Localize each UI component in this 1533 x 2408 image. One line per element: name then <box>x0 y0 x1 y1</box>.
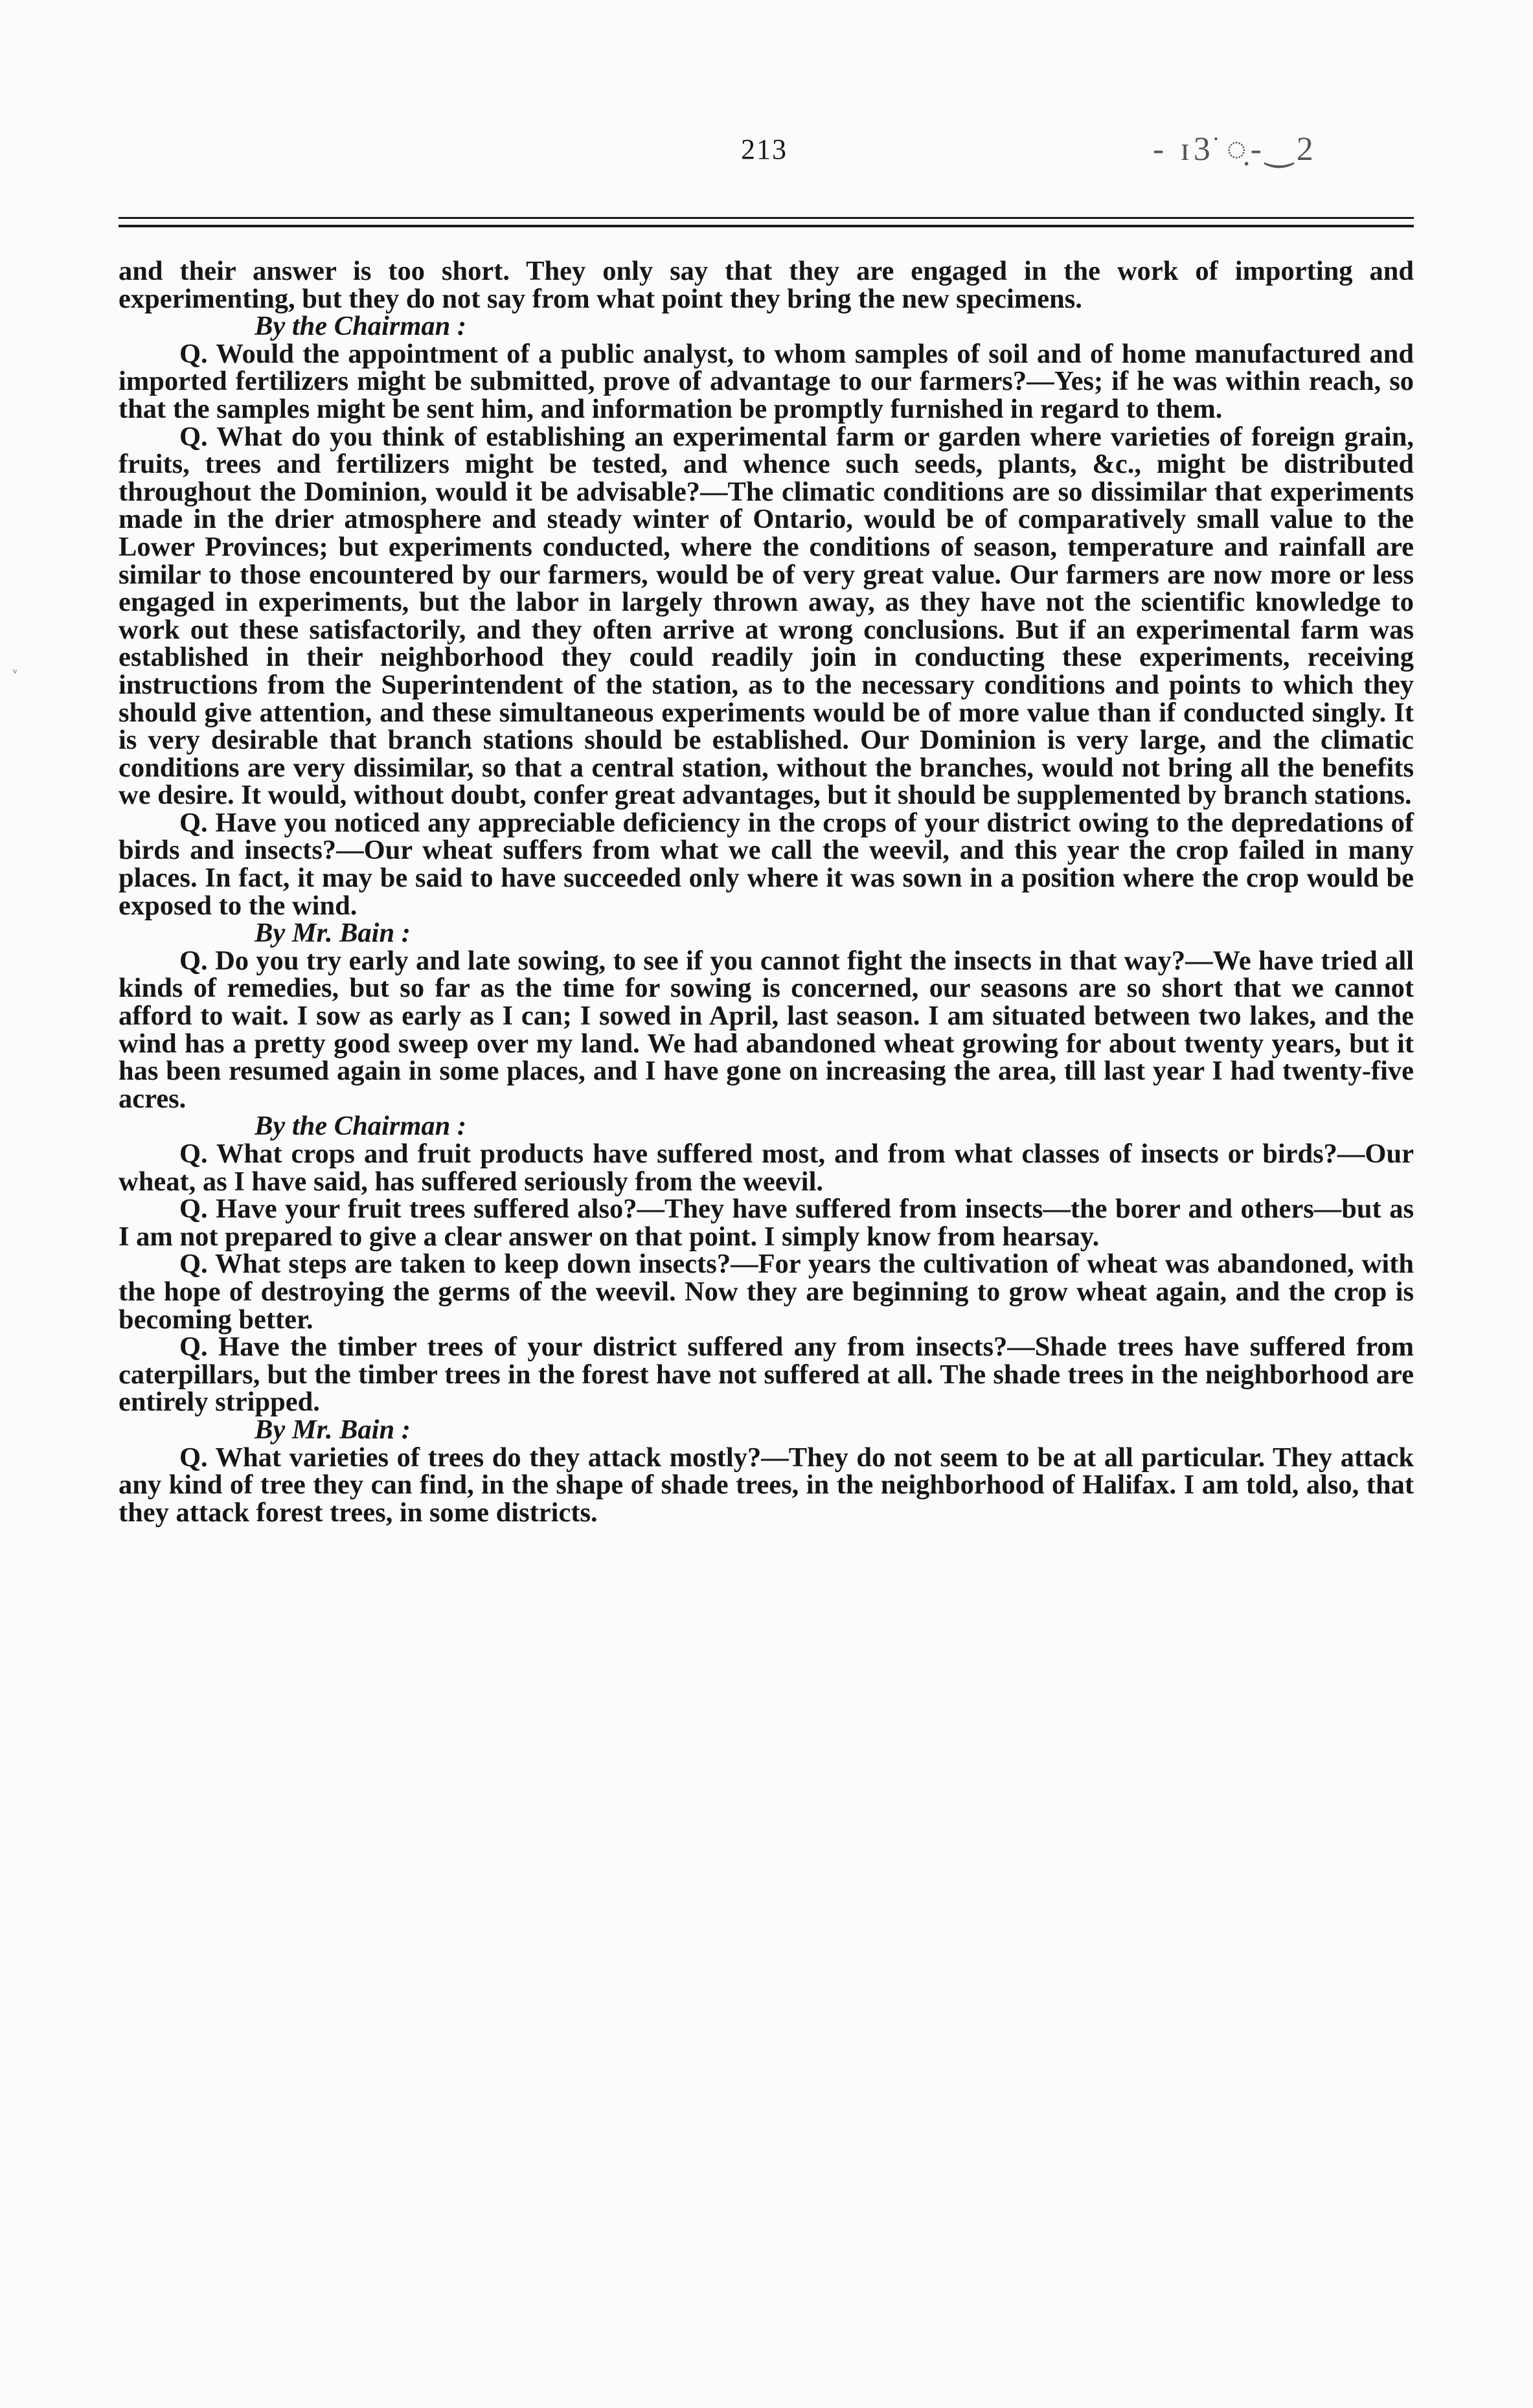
question-paragraph <box>119 338 1414 424</box>
question-text: Have the timber trees of your district suffered any from insects?—Shade trees have suffered from caterpillars, but the timber trees in the forest have not suffered at all. The shade trees in the neighborhood are entirely stripped. <box>119 1332 1414 1418</box>
question-paragraph <box>119 945 1414 1114</box>
body-text <box>119 258 1414 1527</box>
question-paragraph <box>119 1196 1414 1251</box>
question-text: Have your fruit trees suffered also?—They have suffered from insects—the borer and others—but as I am not prepared to give a clear answer on that point. I simply know from hearsay. <box>119 1194 1414 1252</box>
question-marker: Q. <box>179 338 208 369</box>
paragraph-continuation: and their answer is too short. They only say that they are engaged in the work of importing and experimenting, but they do not say from what point they bring the new specimens. <box>119 256 1414 314</box>
handwritten-margin-note: - ɪ3͘ ◌̣-‿2 <box>1153 131 1317 168</box>
question-paragraph <box>119 1334 1414 1416</box>
question-marker: Q. <box>179 1332 208 1363</box>
speaker-heading-mr-bain: By Mr. Bain : <box>255 1414 411 1445</box>
margin-mark: ᵥ <box>13 659 17 676</box>
speaker-heading-chairman: By the Chairman : <box>255 1111 467 1142</box>
question-marker: Q. <box>179 807 208 838</box>
question-paragraph <box>119 1444 1414 1527</box>
header-rule-top <box>119 217 1414 219</box>
question-marker: Q. <box>179 945 208 976</box>
header-rule-bottom <box>119 225 1414 227</box>
question-text: Have you noticed any appreciable deficiency in the crops of your district owing to the depredations of birds and insects?—Our wheat suffers from what we call the weevil, and this year the crop failed in many places. In fact, it may be said to have succeeded only where it was sown in a position where the crop would be exposed to the wind. <box>119 807 1414 921</box>
question-text: What varieties of trees do they attack mostly?—They do not seem to be at all particular. They attack any kind of tree they can find, in the shape of shade trees, in the neighborhood of Halifax. I am told, also, that they attack forest trees, in some districts. <box>119 1442 1414 1528</box>
question-marker: Q. <box>179 1249 208 1280</box>
question-paragraph <box>119 1141 1414 1196</box>
question-paragraph <box>119 421 1414 811</box>
question-text: Do you try early and late sowing, to see if you cannot fight the insects in that way?—We have tried all kinds of remedies, but so far as the time for sowing is concerned, our seasons are so short that we cannot afford to wait. I sow as early as I can; I sowed in April, last season. I am situated between two lakes, and the wind has a pretty good sweep over my land. We had abandoned wheat growing for about twenty years, but it has been resumed again in some places, and I have gone on increasing the area, till last year I had twenty-five acres. <box>119 945 1414 1114</box>
question-text: What do you think of establishing an experimental farm or garden where varieties of foreign grain, fruits, trees and fertilizers might be tested, and whence such seeds, plants, &c., might be distributed throughout the Dominion, would it be advisable?—The climatic conditions are so dissimilar that experiments made in the drier atmosphere and steady winter of Ontario, would be of comparatively small value to the Lower Provinces; but experiments conducted, where the conditions of season, temperature and rainfall are similar to those encountered by our farmers, would be of very great value. Our farmers are now more or less engaged in experiments, but the labor in largely thrown away, as they have not the scientific knowledge to work out these satisfactorily, and they often arrive at wrong conclusions. But if an experimental farm was established in their neighborhood they could readily join in conducting these experiments, receiving instructions from the Superintendent of the station, as to the necessary conditions and points to which they should give attention, and these simultaneous experiments would be of more value than if conducted singly. It is very desirable that branch stations should be established. Our Dominion is very large, and the climatic conditions are very dissimilar, so that a central station, without the branches, would not bring all the benefits we desire. It would, without doubt, confer great advantages, but it should be supplemented by branch stations. <box>119 421 1414 811</box>
speaker-heading-chairman: By the Chairman : <box>255 311 467 342</box>
question-text: What steps are taken to keep down insects?—For years the cultivation of wheat was abandoned, with the hope of destroying the germs of the weevil. Now they are beginning to grow wheat again, and the crop is becoming better. <box>119 1249 1414 1335</box>
question-marker: Q. <box>179 1442 208 1473</box>
question-text: Would the appointment of a public analyst, to whom samples of soil and of home manufactured and imported fertilizers might be submitted, prove of advantage to our farmers?—Yes; if he was within reach, so that the samples might be sent him, and information be promptly furnished in regard to them. <box>119 338 1414 424</box>
question-marker: Q. <box>179 421 208 452</box>
speaker-heading-mr-bain: By Mr. Bain : <box>255 918 411 949</box>
question-marker: Q. <box>179 1139 208 1169</box>
question-paragraph <box>119 807 1414 921</box>
question-text: What crops and fruit products have suffered most, and from what classes of insects or birds?—Our wheat, as I have said, has suffered seriously from the weevil. <box>119 1139 1414 1197</box>
question-marker: Q. <box>179 1194 208 1225</box>
page-number: 213 <box>741 133 788 165</box>
question-paragraph <box>119 1251 1414 1334</box>
